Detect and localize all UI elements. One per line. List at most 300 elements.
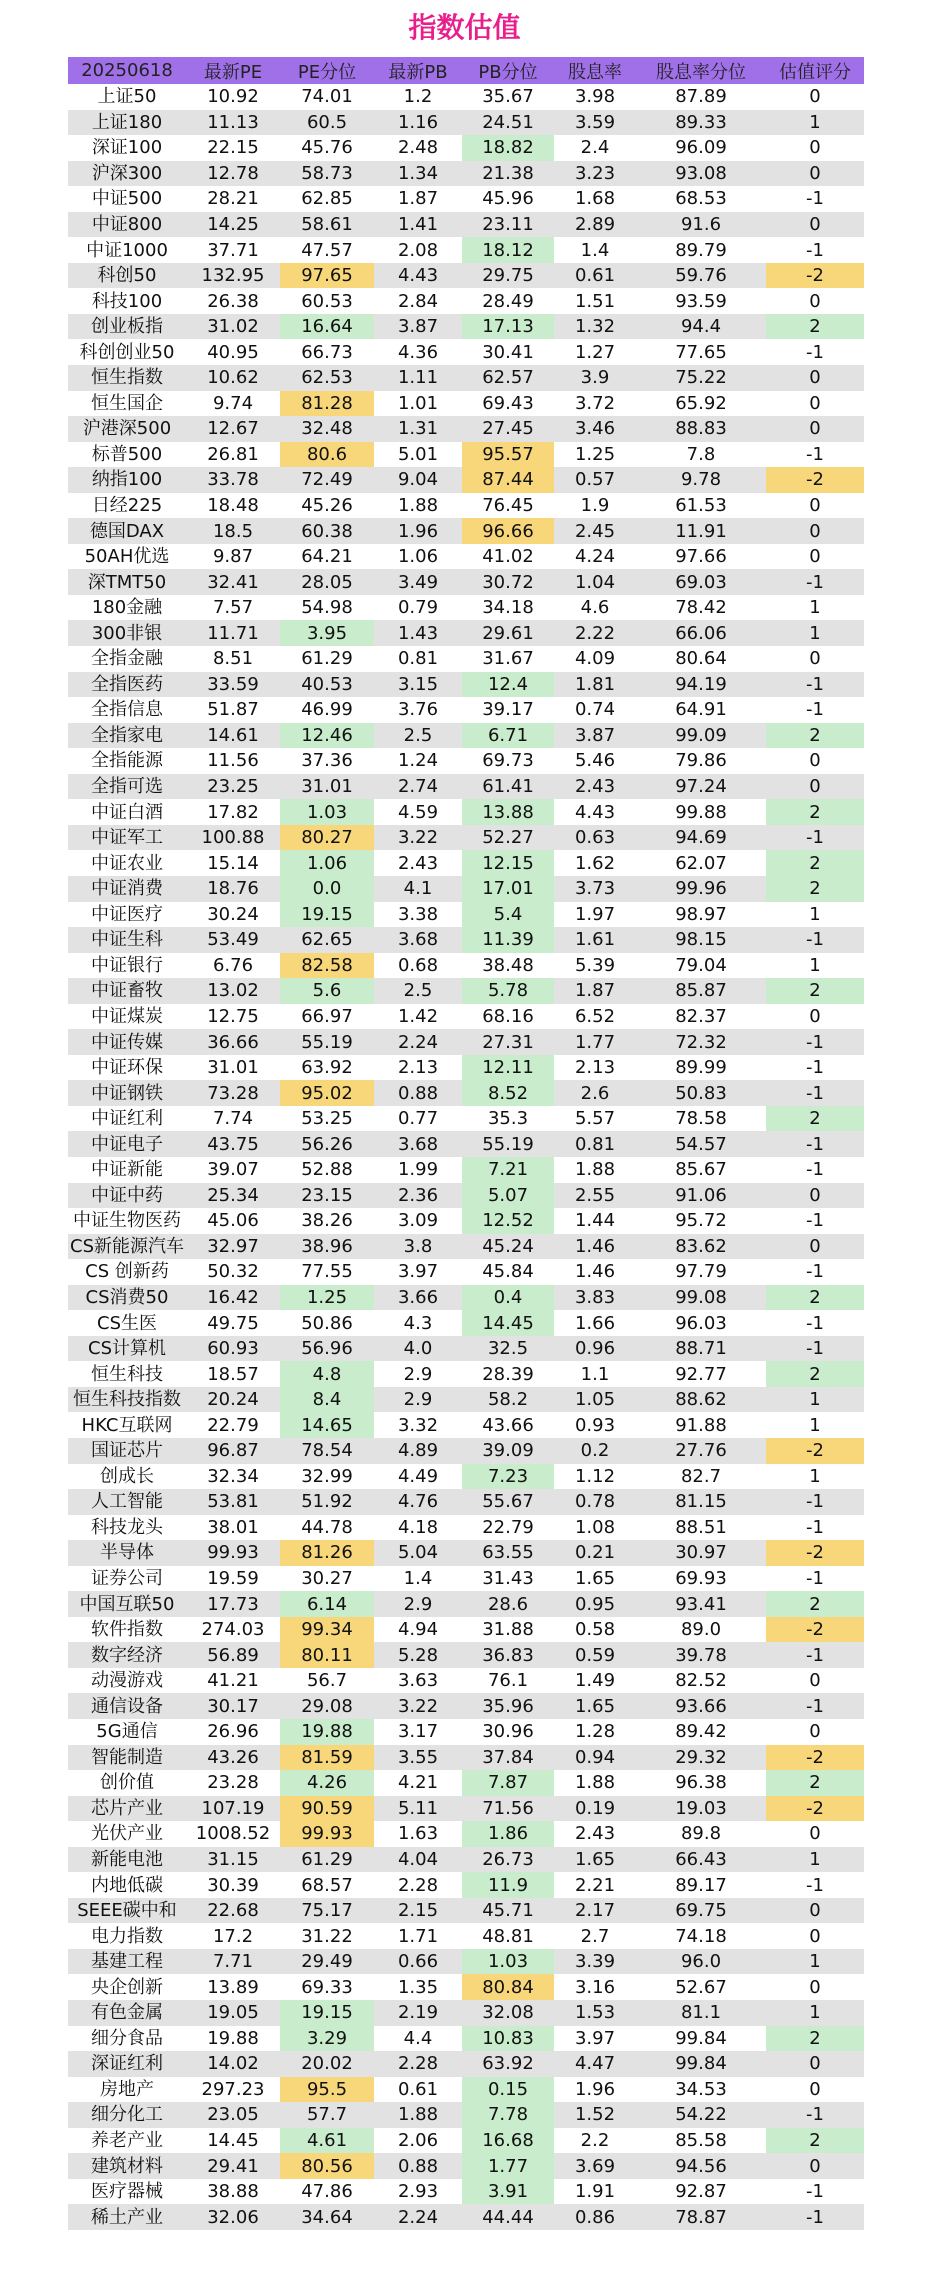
- table-row: [68, 2026, 864, 2052]
- pe-percentile-cell: 99.34: [280, 1617, 374, 1643]
- table-row: [68, 1974, 864, 2000]
- dividend-yield-cell: 1.77: [554, 1029, 636, 1055]
- valuation-score-cell: 0: [766, 1898, 864, 1924]
- pe-percentile-cell: 32.99: [301, 1465, 353, 1487]
- table-row: [68, 1080, 864, 1106]
- index-name-cell: 中证生物医药: [73, 1210, 181, 1232]
- table-row: [68, 620, 864, 646]
- pe-cell: 12.78: [186, 161, 280, 187]
- col-header-dividend-percentile[interactable]: 股息率分位: [636, 57, 766, 84]
- dividend-percentile-cell: 99.08: [636, 1285, 766, 1311]
- index-name-cell: 智能制造: [68, 1745, 186, 1771]
- valuation-score-cell: 1: [809, 1414, 821, 1436]
- pb-percentile-cell: 39.17: [482, 699, 534, 721]
- dividend-yield-cell: 1.9: [580, 495, 610, 517]
- dividend-yield-cell: 3.16: [574, 1976, 616, 1998]
- pe-percentile-cell: 19.15: [280, 2000, 374, 2026]
- pe-cell: 12.75: [207, 1005, 259, 1027]
- dividend-percentile-cell: 98.15: [636, 927, 766, 953]
- table-row: [68, 1361, 864, 1387]
- index-name-cell: 养老产业: [91, 2130, 163, 2152]
- dividend-percentile-cell: 88.51: [675, 1516, 727, 1538]
- pb-percentile-cell: 32.08: [462, 2000, 554, 2026]
- pe-percentile-cell: 80.27: [280, 825, 374, 851]
- pb-cell: 1.42: [397, 1005, 439, 1027]
- pe-cell: 20.24: [186, 1387, 280, 1413]
- pb-cell: 1.01: [397, 392, 439, 414]
- pe-percentile-cell: 5.6: [280, 978, 374, 1004]
- dividend-yield-cell: 1.4: [580, 239, 610, 261]
- table-row: [68, 1234, 864, 1260]
- pb-cell: 4.18: [397, 1516, 439, 1538]
- dividend-percentile-cell: 88.71: [636, 1336, 766, 1362]
- col-header-dividend-yield[interactable]: 股息率: [554, 57, 636, 84]
- pb-percentile-cell: 63.55: [462, 1540, 554, 1566]
- pe-cell: 49.75: [207, 1312, 259, 1334]
- pb-percentile-cell: 11.9: [462, 1872, 554, 1898]
- pe-cell: 18.76: [186, 876, 280, 902]
- pb-percentile-cell: 68.16: [482, 1005, 534, 1027]
- pb-percentile-cell: 8.52: [462, 1080, 554, 1106]
- dividend-yield-cell: 5.46: [574, 750, 616, 772]
- dividend-yield-cell: 1.1: [580, 1363, 610, 1385]
- pb-percentile-cell: 12.4: [462, 672, 554, 698]
- index-name-cell: SEEE碳中和: [68, 1898, 186, 1924]
- pe-percentile-cell: 46.99: [301, 699, 353, 721]
- pe-cell: 39.07: [207, 1159, 259, 1181]
- pe-percentile-cell: 62.85: [301, 188, 353, 210]
- pe-cell: 132.95: [186, 263, 280, 289]
- dividend-yield-cell: 0.63: [554, 825, 636, 851]
- dividend-percentile-cell: 62.07: [675, 852, 727, 874]
- pb-cell: 2.9: [374, 1387, 462, 1413]
- pe-percentile-cell: 1.03: [280, 799, 374, 825]
- pe-percentile-cell: 12.46: [280, 723, 374, 749]
- dividend-yield-cell: 2.2: [580, 2130, 610, 2152]
- pe-percentile-cell: 61.29: [301, 648, 353, 670]
- pe-cell: 51.87: [207, 699, 259, 721]
- valuation-score-cell: 1: [809, 903, 821, 925]
- index-name-cell: 中证500: [91, 188, 163, 210]
- dividend-percentile-cell: 82.37: [675, 1005, 727, 1027]
- table-row: [68, 1642, 864, 1668]
- valuation-score-cell: -2: [766, 1540, 864, 1566]
- pe-percentile-cell: 52.88: [301, 1159, 353, 1181]
- table-row: [68, 2204, 864, 2230]
- valuation-score-cell: 1: [809, 597, 821, 619]
- valuation-score-cell: -1: [766, 1489, 864, 1515]
- dividend-yield-cell: 2.13: [574, 1057, 616, 1079]
- dividend-percentile-cell: 75.22: [636, 365, 766, 391]
- pb-cell: 3.22: [374, 1693, 462, 1719]
- index-name-cell: 新能电池: [68, 1847, 186, 1873]
- pe-percentile-cell: 80.6: [280, 442, 374, 468]
- valuation-score-cell: 1: [766, 110, 864, 136]
- valuation-score-cell: -1: [806, 1210, 824, 1232]
- pe-cell: 17.82: [207, 801, 259, 823]
- dividend-yield-cell: 1.32: [554, 314, 636, 340]
- table-row: [68, 416, 864, 442]
- pe-percentile-cell: 3.29: [280, 2026, 374, 2052]
- pe-percentile-cell: 97.65: [280, 263, 374, 289]
- valuation-score-cell: 0: [809, 290, 821, 312]
- table-row: [68, 978, 864, 1004]
- pe-cell: 41.21: [207, 1670, 259, 1692]
- dividend-yield-cell: 1.44: [574, 1210, 616, 1232]
- pe-percentile-cell: 51.92: [280, 1489, 374, 1515]
- dividend-yield-cell: 3.46: [554, 416, 636, 442]
- valuation-score-cell: 0: [766, 2051, 864, 2077]
- valuation-score-cell: 2: [766, 799, 864, 825]
- index-name-cell: 中证新能: [91, 1159, 163, 1181]
- pe-percentile-cell: 80.56: [280, 2153, 374, 2179]
- pe-cell: 50.32: [207, 1261, 259, 1283]
- pb-cell: 2.9: [374, 1591, 462, 1617]
- index-name-cell: 中证传媒: [68, 1029, 186, 1055]
- pb-cell: 3.76: [397, 699, 439, 721]
- pb-cell: 3.97: [397, 1261, 439, 1283]
- table-row: [68, 1770, 864, 1796]
- table-row: [68, 672, 864, 698]
- pb-percentile-cell: 3.91: [462, 2179, 554, 2205]
- pb-percentile-cell: 16.68: [462, 2128, 554, 2154]
- col-header-pb-percentile[interactable]: PB分位: [462, 57, 554, 84]
- pe-cell: 56.89: [186, 1642, 280, 1668]
- pb-percentile-cell: 28.49: [482, 290, 534, 312]
- table-row: [68, 1693, 864, 1719]
- col-header-pe-percentile[interactable]: PE分位: [280, 57, 374, 84]
- pe-cell: 38.88: [207, 2181, 259, 2203]
- dividend-percentile-cell: 68.53: [675, 188, 727, 210]
- pb-percentile-cell: 5.78: [462, 978, 554, 1004]
- pe-percentile-cell: 63.92: [301, 1057, 353, 1079]
- pe-percentile-cell: 95.02: [280, 1080, 374, 1106]
- pe-percentile-cell: 56.96: [280, 1336, 374, 1362]
- dividend-yield-cell: 3.39: [554, 1949, 636, 1975]
- pe-cell: 26.38: [207, 290, 259, 312]
- pb-cell: 2.36: [374, 1183, 462, 1209]
- table-row: [68, 2000, 864, 2026]
- pb-percentile-cell: 31.88: [482, 1619, 534, 1641]
- pe-percentile-cell: 4.61: [280, 2128, 374, 2154]
- pb-percentile-cell: 95.57: [462, 442, 554, 468]
- table-row: [68, 212, 864, 238]
- pe-percentile-cell: 57.7: [280, 2102, 374, 2128]
- table-row: [68, 1617, 864, 1643]
- pb-percentile-cell: 6.71: [462, 723, 554, 749]
- pb-cell: 0.68: [397, 954, 439, 976]
- pb-percentile-cell: 61.41: [462, 774, 554, 800]
- dividend-percentile-cell: 97.79: [675, 1261, 727, 1283]
- pb-cell: 1.2: [403, 86, 433, 108]
- pb-percentile-cell: 87.44: [462, 467, 554, 493]
- pe-percentile-cell: 55.19: [280, 1029, 374, 1055]
- pb-cell: 1.06: [397, 546, 439, 568]
- col-header-pe[interactable]: 最新PE: [186, 57, 280, 84]
- dividend-yield-cell: 0.93: [574, 1414, 616, 1436]
- pe-percentile-cell: 81.59: [280, 1745, 374, 1771]
- pb-cell: 2.5: [374, 978, 462, 1004]
- dividend-percentile-cell: 99.09: [636, 723, 766, 749]
- pe-percentile-cell: 60.53: [301, 290, 353, 312]
- pe-percentile-cell: 61.29: [280, 1847, 374, 1873]
- dividend-percentile-cell: 66.43: [636, 1847, 766, 1873]
- dividend-yield-cell: 2.89: [554, 212, 636, 238]
- pe-cell: 32.41: [186, 569, 280, 595]
- pb-percentile-cell: 63.92: [462, 2051, 554, 2077]
- index-name-cell: 全指可选: [68, 774, 186, 800]
- valuation-score-cell: 0: [766, 365, 864, 391]
- dividend-percentile-cell: 52.67: [675, 1976, 727, 1998]
- pb-cell: 4.0: [374, 1336, 462, 1362]
- valuation-score-cell: -1: [766, 825, 864, 851]
- pb-percentile-cell: 35.3: [487, 1108, 529, 1130]
- pb-percentile-cell: 7.78: [462, 2102, 554, 2128]
- table-row: [68, 1412, 864, 1438]
- pe-cell: 22.79: [207, 1414, 259, 1436]
- valuation-score-cell: -1: [766, 1080, 864, 1106]
- pb-cell: 2.13: [397, 1057, 439, 1079]
- dividend-percentile-cell: 95.72: [675, 1210, 727, 1232]
- dividend-yield-cell: 1.88: [574, 1772, 616, 1794]
- dividend-percentile-cell: 99.84: [636, 2051, 766, 2077]
- valuation-score-cell: -1: [766, 2102, 864, 2128]
- table-row: [68, 1566, 864, 1592]
- dividend-yield-cell: 1.05: [554, 1387, 636, 1413]
- pe-cell: 274.03: [201, 1619, 265, 1641]
- dividend-percentile-cell: 11.91: [636, 518, 766, 544]
- pe-percentile-cell: 82.58: [280, 953, 374, 979]
- pb-cell: 3.68: [374, 1131, 462, 1157]
- valuation-score-cell: -2: [766, 263, 864, 289]
- pe-cell: 31.15: [186, 1847, 280, 1873]
- index-name-cell: 沪深300: [68, 161, 186, 187]
- dividend-percentile-cell: 93.59: [675, 290, 727, 312]
- pb-percentile-cell: 69.43: [482, 392, 534, 414]
- dividend-yield-cell: 3.83: [554, 1285, 636, 1311]
- table-row: [68, 493, 864, 519]
- table-header-row: [68, 57, 864, 84]
- pb-percentile-cell: 28.6: [462, 1591, 554, 1617]
- dividend-yield-cell: 5.39: [574, 954, 616, 976]
- dividend-yield-cell: 2.43: [574, 1823, 616, 1845]
- dividend-percentile-cell: 59.76: [636, 263, 766, 289]
- dividend-yield-cell: 0.96: [554, 1336, 636, 1362]
- dividend-yield-cell: 5.57: [574, 1108, 616, 1130]
- pe-percentile-cell: 32.48: [280, 416, 374, 442]
- dividend-yield-cell: 3.87: [554, 723, 636, 749]
- pb-percentile-cell: 37.84: [462, 1745, 554, 1771]
- pb-percentile-cell: 14.45: [462, 1310, 554, 1336]
- pe-cell: 31.01: [207, 1057, 259, 1079]
- index-name-cell: 动漫游戏: [91, 1670, 163, 1692]
- pe-cell: 14.02: [186, 2051, 280, 2077]
- index-name-cell: 日经225: [91, 495, 163, 517]
- valuation-score-cell: -1: [806, 341, 824, 363]
- pb-cell: 1.4: [403, 1567, 433, 1589]
- pe-cell: 30.17: [186, 1693, 280, 1719]
- valuation-score-cell: -2: [766, 1745, 864, 1771]
- pe-percentile-cell: 44.78: [301, 1516, 353, 1538]
- pb-percentile-cell: 45.71: [462, 1898, 554, 1924]
- pb-cell: 3.09: [397, 1210, 439, 1232]
- table-row: [68, 1310, 864, 1336]
- pb-percentile-cell: 17.13: [462, 314, 554, 340]
- col-header-score[interactable]: 估值评分: [766, 57, 864, 84]
- index-name-cell: 中国互联50: [68, 1591, 186, 1617]
- dividend-yield-cell: 4.47: [554, 2051, 636, 2077]
- valuation-score-cell: 0: [809, 86, 821, 108]
- pb-cell: 1.34: [374, 161, 462, 187]
- valuation-score-cell: 1: [766, 1949, 864, 1975]
- dividend-yield-cell: 4.24: [574, 546, 616, 568]
- dividend-percentile-cell: 99.84: [675, 2027, 727, 2049]
- pb-percentile-cell: 45.84: [482, 1261, 534, 1283]
- table-row: [68, 1821, 864, 1847]
- pe-percentile-cell: 29.08: [280, 1693, 374, 1719]
- valuation-score-cell: 1: [809, 954, 821, 976]
- valuation-score-cell: 0: [809, 495, 821, 517]
- index-name-cell: 深TMT50: [68, 569, 186, 595]
- dividend-percentile-cell: 93.08: [636, 161, 766, 187]
- index-name-cell: 建筑材料: [68, 2153, 186, 2179]
- dividend-yield-cell: 2.55: [554, 1183, 636, 1209]
- valuation-score-cell: -1: [806, 1516, 824, 1538]
- dividend-percentile-cell: 94.4: [636, 314, 766, 340]
- pe-cell: 26.81: [207, 443, 259, 465]
- pb-cell: 1.11: [374, 365, 462, 391]
- dividend-percentile-cell: 81.1: [636, 2000, 766, 2026]
- pb-percentile-cell: 58.2: [462, 1387, 554, 1413]
- dividend-yield-cell: 1.66: [574, 1312, 616, 1334]
- dividend-percentile-cell: 89.17: [675, 1874, 727, 1896]
- dividend-yield-cell: 3.59: [554, 110, 636, 136]
- valuation-table: [68, 57, 864, 2230]
- dividend-percentile-cell: 89.33: [636, 110, 766, 136]
- index-name-cell: 内地低碳: [91, 1874, 163, 1896]
- col-header-pb[interactable]: 最新PB: [374, 57, 462, 84]
- dividend-yield-cell: 1.91: [574, 2181, 616, 2203]
- dividend-yield-cell: 1.53: [554, 2000, 636, 2026]
- index-name-cell: 300非银: [68, 620, 186, 646]
- pe-cell: 19.88: [207, 2027, 259, 2049]
- table-body: [68, 84, 864, 2230]
- pe-percentile-cell: 3.95: [280, 620, 374, 646]
- pe-cell: 37.71: [207, 239, 259, 261]
- table-row: [68, 1259, 864, 1285]
- pb-cell: 2.06: [397, 2130, 439, 2152]
- pe-cell: 60.93: [186, 1336, 280, 1362]
- index-name-cell: 创业板指: [68, 314, 186, 340]
- table-row: [68, 161, 864, 187]
- dividend-percentile-cell: 74.18: [675, 1925, 727, 1947]
- pe-percentile-cell: 58.61: [280, 212, 374, 238]
- pe-cell: 1008.52: [195, 1823, 271, 1845]
- dividend-percentile-cell: 85.67: [675, 1159, 727, 1181]
- dividend-percentile-cell: 89.42: [675, 1721, 727, 1743]
- dividend-percentile-cell: 64.91: [675, 699, 727, 721]
- pb-cell: 2.48: [397, 137, 439, 159]
- pb-percentile-cell: 27.31: [462, 1029, 554, 1055]
- dividend-percentile-cell: 89.79: [675, 239, 727, 261]
- table-row: [68, 1131, 864, 1157]
- pb-percentile-cell: 52.27: [462, 825, 554, 851]
- index-name-cell: 科技100: [91, 290, 163, 312]
- pb-cell: 0.66: [374, 1949, 462, 1975]
- valuation-score-cell: -1: [806, 188, 824, 210]
- index-name-cell: 全指医药: [68, 672, 186, 698]
- pb-cell: 4.59: [397, 801, 439, 823]
- pe-percentile-cell: 54.98: [301, 597, 353, 619]
- pb-percentile-cell: 12.52: [462, 1208, 554, 1234]
- pb-cell: 5.01: [397, 443, 439, 465]
- index-name-cell: 恒生指数: [68, 365, 186, 391]
- dividend-percentile-cell: 72.32: [636, 1029, 766, 1055]
- dividend-percentile-cell: 19.03: [636, 1796, 766, 1822]
- dividend-yield-cell: 1.97: [574, 903, 616, 925]
- index-name-cell: 基建工程: [68, 1949, 186, 1975]
- table-row: [68, 1438, 864, 1464]
- pe-cell: 29.41: [186, 2153, 280, 2179]
- valuation-score-cell: -1: [806, 443, 824, 465]
- dividend-percentile-cell: 66.06: [636, 620, 766, 646]
- dividend-yield-cell: 3.98: [574, 86, 616, 108]
- valuation-score-cell: 2: [766, 1361, 864, 1387]
- valuation-score-cell: -1: [766, 927, 864, 953]
- pb-percentile-cell: 31.43: [482, 1567, 534, 1589]
- pe-cell: 96.87: [186, 1438, 280, 1464]
- pe-percentile-cell: 45.76: [301, 137, 353, 159]
- valuation-score-cell: -2: [766, 467, 864, 493]
- pb-percentile-cell: 5.4: [462, 902, 554, 928]
- valuation-score-cell: -1: [806, 1159, 824, 1181]
- dividend-percentile-cell: 65.92: [675, 392, 727, 414]
- pe-cell: 99.93: [186, 1540, 280, 1566]
- dividend-yield-cell: 1.87: [554, 978, 636, 1004]
- valuation-score-cell: -2: [766, 1617, 864, 1643]
- index-name-cell: 中证环保: [91, 1057, 163, 1079]
- pe-percentile-cell: 80.11: [280, 1642, 374, 1668]
- col-header-date[interactable]: 20250618: [68, 57, 186, 84]
- pe-percentile-cell: 31.01: [280, 774, 374, 800]
- index-name-cell: 芯片产业: [68, 1796, 186, 1822]
- pe-cell: 43.75: [186, 1131, 280, 1157]
- pe-cell: 33.59: [186, 672, 280, 698]
- pb-cell: 3.22: [374, 825, 462, 851]
- pe-percentile-cell: 1.06: [280, 850, 374, 876]
- pb-percentile-cell: 55.19: [462, 1131, 554, 1157]
- pe-cell: 28.21: [207, 188, 259, 210]
- table-row: [68, 467, 864, 493]
- table-row: [68, 339, 864, 365]
- pe-cell: 45.06: [207, 1210, 259, 1232]
- index-name-cell: 中证1000: [86, 239, 168, 261]
- table-row: [68, 927, 864, 953]
- pb-cell: 2.93: [397, 2181, 439, 2203]
- table-row: [68, 569, 864, 595]
- pb-cell: 1.99: [397, 1159, 439, 1181]
- pb-percentile-cell: 29.75: [462, 263, 554, 289]
- pb-cell: 3.38: [397, 903, 439, 925]
- pe-cell: 32.06: [186, 2204, 280, 2230]
- pb-cell: 3.55: [374, 1745, 462, 1771]
- index-name-cell: 标普500: [91, 443, 163, 465]
- index-name-cell: 恒生科技: [91, 1363, 163, 1385]
- table-row: [68, 288, 864, 314]
- pb-cell: 2.28: [374, 2051, 462, 2077]
- dividend-yield-cell: 4.09: [574, 648, 616, 670]
- index-name-cell: 中证消费: [68, 876, 186, 902]
